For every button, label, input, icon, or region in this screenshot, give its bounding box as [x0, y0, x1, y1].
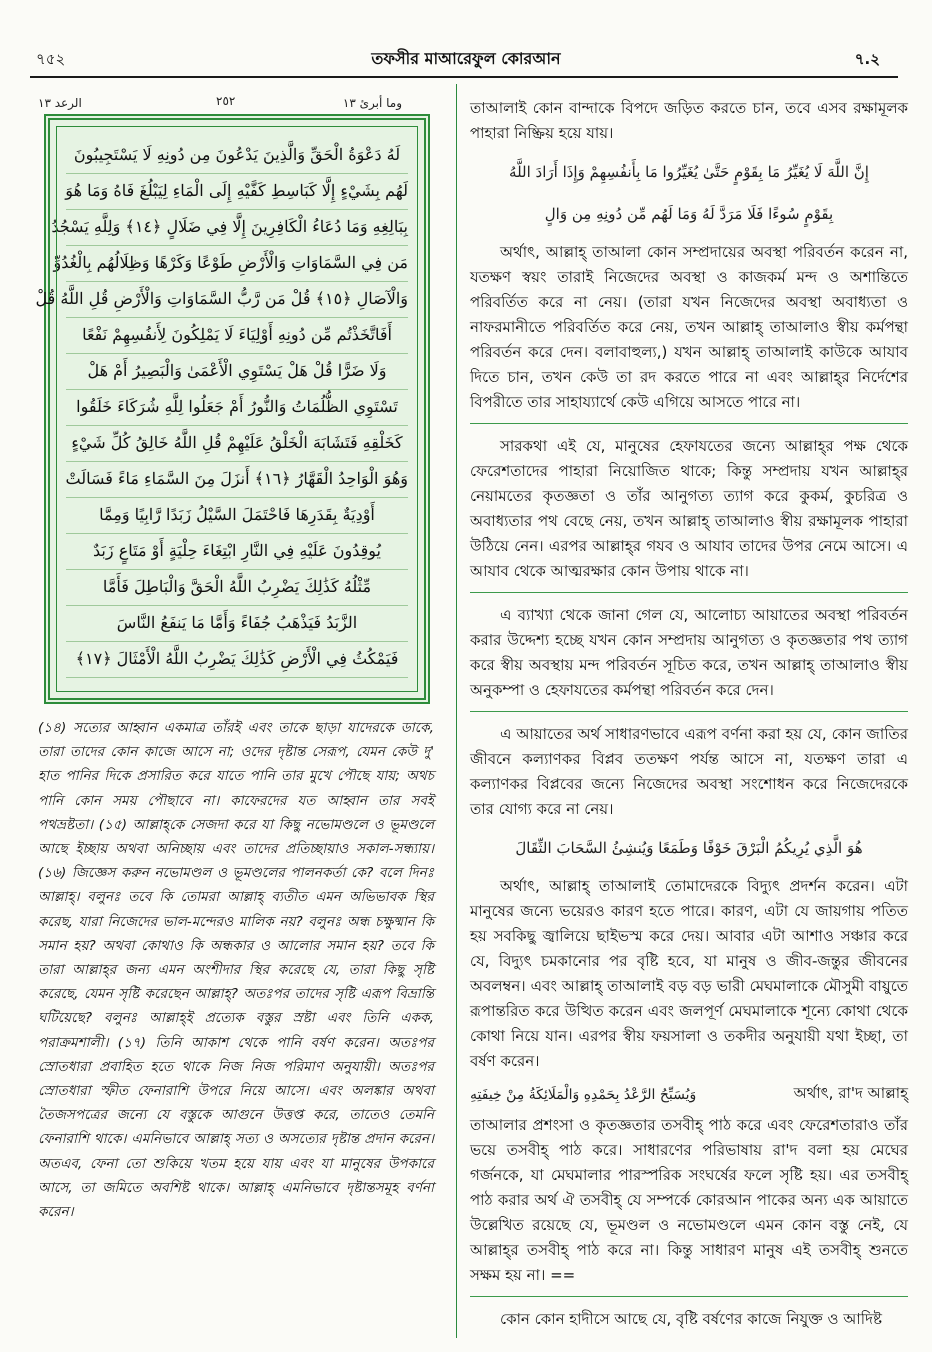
arabic-verse: إِنَّ اللَّهَ لَا يُغَيِّرُ مَا بِقَوْمٍ حَتَّىٰ يُغَيِّرُوا مَا بِأَنفُسِهِمْ وَإِذَا أَرَادَ اللَّهُ	[509, 163, 869, 181]
quran-text-frame	[35, 114, 430, 704]
commentary-paragraph: অর্থাৎ, আল্লাহ্‌ তাআলাই তোমাদেরকে বিদ্যুৎ প্রদর্শন করেন। এটা মানুষের জন্যে ভয়েরও কারণ হতে পারে। কারণ, এটা যে জায়গায় পতিত হয় সবকিছু জ্বালিয়ে ছাইভস্ম করে দেয়। আবার এটা আশাও সঞ্চার করে যে, বিদ্যুৎ চমকানোর পর বৃষ্টি হবে, যা মানুষ ও জীব-জন্তুর জীবনের অবলম্বন। এবং আল্লাহ্‌ তাআলাই বড় বড় ভারী মেঘমালাকে মৌসুমী বায়ুতে রূপান্তরিত করে উত্থিত করেন এবং জলপূর্ণ মেঘমালাকে শূন্যে কোথা থেকে কোথা নিয়ে যান। এরপর স্বীয় ফয়সালা ও তকদীর অনুযায়ী যথা ইচ্ছা, তা বর্ষণ করেন।	[470, 877, 908, 1070]
quran-line: يُوقِدُونَ عَلَيْهِ فِي النَّارِ ابْتِغَاءَ حِلْيَةٍ أَوْ مَتَاعٍ زَبَدٌ	[66, 534, 408, 570]
quran-line: وَالْآصَالِ ﴿١٥﴾ قُلْ مَن رَّبُّ السَّمَاوَاتِ وَالْأَرْضِ قُلِ اللَّهُ قُلْ	[66, 282, 408, 318]
juz-label: وما أبرئ ١٣	[342, 96, 402, 110]
section-divider	[470, 711, 908, 712]
quran-line: لَهُم بِشَيْءٍ إِلَّا كَبَاسِطِ كَفَّيْهِ إِلَى الْمَاءِ لِيَبْلُغَ فَاهُ وَمَا هُوَ	[66, 174, 408, 210]
section-divider	[470, 1296, 908, 1297]
quran-line: فَيَمْكُثُ فِي الْأَرْضِ كَذَٰلِكَ يَضْرِبُ اللَّهُ الْأَمْثَالَ ﴿١٧﴾	[66, 642, 408, 678]
arabic-verse: بِقَوْمٍ سُوءًا فَلَا مَرَدَّ لَهُ وَمَا لَهُم مِّن دُونِهِ مِن وَالٍ	[544, 205, 834, 223]
quran-line: لَهُ دَعْوَةُ الْحَقِّ وَالَّذِينَ يَدْعُونَ مِن دُونِهِ لَا يَسْتَجِيبُونَ	[66, 138, 408, 174]
commentary-paragraph: এ আয়াতের অর্থ সাধারণভাবে এরূপ বর্ণনা করা হয় যে, কোন জাতির জীবনে কল্যাণকর বিপ্লব ততক্ষণ পর্যন্ত আসে না, যতক্ষণ তারা এ কল্যাণকর বিপ্লবের জন্যে নিজেদের অবস্থা সংশোধন করে নিজেদেরকে তার যোগ্য করে না নেয়।	[470, 725, 908, 818]
commentary-paragraph: সারকথা এই যে, মানুষের হেফাযতের জন্যে আল্লাহ্‌র পক্ষ থেকে ফেরেশতাদের পাহারা নিয়োজিত থাকে; কিন্তু সম্প্রদায় যখন আল্লাহ্‌র নেয়ামতের কৃতজ্ঞতা ও তাঁর আনুগত্য ত্যাগ করে কুকর্ম, কুচরিত্র ও অবাধ্যতার পথ বেছে নেয়, তখন আল্লাহ্‌ তাআলাও স্বীয় রক্ষামূলক পাহারা উঠিয়ে নেন। এরপর আল্লাহ্‌র গযব ও আযাব তাদের উপর নেমে আসে। এ আযাব থেকে আত্মরক্ষার কোন উপায় থাকে না।	[470, 437, 908, 580]
section-divider	[470, 423, 908, 424]
quran-lines	[35, 138, 408, 678]
quran-line: مِّثْلُهُ كَذَٰلِكَ يَضْرِبُ اللَّهُ الْحَقَّ وَالْبَاطِلَ فَأَمَّا	[66, 570, 408, 606]
quran-line: وَلَا ضَرًّا قُلْ هَلْ يَسْتَوِي الْأَعْمَىٰ وَالْبَصِيرُ أَمْ هَلْ	[66, 354, 408, 390]
commentary-paragraph: অর্থাৎ, আল্লাহ্‌ তাআলা কোন সম্প্রদায়ের অবস্থা পরিবর্তন করেন না, যতক্ষণ স্বয়ং তারাই নিজেদের অবস্থা ও কাজকর্ম মন্দ ও অশান্তিতে পরিবর্তিত করে না নেয়। (তারা যখন নিজেদের অবস্থা অবাধ্যতা ও নাফরমানীতে পরিবর্তিত করে নেয়, তখন আল্লাহ্‌ তাআলাও স্বীয় কর্মপন্থা পরিবর্তন করে দেন। বলাবাহুল্য,) যখন আল্লাহ্‌ তাআলাই কাউকে আযাব দিতে চান, তখন কেউ তা রদ করতে পারে না এবং আল্লাহ্‌র নির্দেশের বিপরীতে তার সাহায্যার্থে কেউ এগিয়ে আসতে পারে না।	[470, 243, 908, 411]
commentary-paragraph: কোন কোন হাদীসে আছে যে, বৃষ্টি বর্ষণের কাজে নিযুক্ত ও আদিষ্ট	[500, 1310, 882, 1328]
page-number-right: ৭.২	[854, 50, 880, 68]
quran-line: أَوْدِيَةٌ بِقَدَرِهَا فَاحْتَمَلَ السَّيْلُ زَبَدًا رَّابِيًا وَمِمَّا	[66, 498, 408, 534]
right-column	[470, 96, 908, 1340]
left-column	[36, 86, 446, 1336]
verse-translation: (১৪) সত্যের আহ্বান একমাত্র তাঁরই এবং তাকে ছাড়া যাদেরকে ডাকে, তারা তাদের কোন কাজে আসে না; ওদের দৃষ্টান্ত সেরূপ, যেমন কেউ দু' হাত পানির দিকে প্রসারিত করে যাতে পানি তার মুখে পৌছে যায়; অথচ পানি কোন সময় পৌছাবে না। কাফেরদের যত আহ্বান তার সবই পথভ্রষ্টতা। (১৫) আল্লাহ্‌কে সেজদা করে যা কিছু নভোমণ্ডলে ও ভূমণ্ডলে আছে ইচ্ছায় অথবা অনিচ্ছায় এবং তাদের প্রতিচ্ছায়াও সকাল-সন্ধ্যায়। (১৬) জিজ্ঞেস করুন নভোমণ্ডল ও ভূমণ্ডলের পালনকর্তা কে? বলে দিনঃ আল্লাহ্‌। বলুনঃ তবে কি তোমরা আল্লাহ্‌ ব্যতীত এমন অভিভাবক স্থির করেছ, যারা নিজেদের ভাল-মন্দেরও মালিক নয়? বলুনঃ অন্ধ চক্ষুষ্মান কি সমান হয়? অথবা কোথাও কি অন্ধকার ও আলোর সমান হয়? তবে কি তারা আল্লাহ্‌র জন্য এমন অংশীদার স্থির করেছে যে, তারা কিছু সৃষ্টি করেছে, যেমন সৃষ্টি করেছেন আল্লাহ্‌? অতঃপর তাদের সৃষ্টি এরূপ বিভ্রান্তি ঘটিয়েছে? বলুনঃ আল্লাহ্‌ই প্রত্যেক বস্তুর স্রষ্টা এবং তিনি একক, পরাক্রমশালী। (১৭) তিনি আকাশ থেকে পানি বর্ষণ করেন। অতঃপর স্রোতধারা প্রবাহিত হতে থাকে নিজ নিজ পরিমাণ অনুযায়ী। অতঃপর স্রোতধারা স্ফীত ফেনারাশি উপরে নিয়ে আসে। এবং অলঙ্কার অথবা তৈজসপত্রের জন্যে যে বস্তুকে আগুনে উত্তপ্ত করে, তাতেও তেমনি ফেনারাশি থাকে। এমনিভাবে আল্লাহ্‌ সত্য ও অসত্যের দৃষ্টান্ত প্রদান করেন। অতএব, ফেনা তো শুকিয়ে খতম হয়ে যায় এবং যা মানুষের উপকারে আসে, তা জমিতে অবশিষ্ট থাকে। আল্লাহ্‌ এমনিভাবে দৃষ্টান্তসমূহ বর্ণনা করেন।	[38, 720, 434, 1221]
arabic-inline-verse: وَيُسَبِّحُ الرَّعْدُ بِحَمْدِهِ وَالْمَلَائِكَةُ مِنْ خِيفَتِهِ	[470, 1086, 697, 1103]
mushaf-header	[36, 86, 446, 112]
page-number-left: ৭৫২	[36, 50, 66, 68]
quran-line: كَخَلْقِهِ فَتَشَابَهَ الْخَلْقُ عَلَيْهِمْ قُلِ اللَّهُ خَالِقُ كُلِّ شَيْءٍ	[66, 426, 408, 462]
commentary-paragraph: এ ব্যাখ্যা থেকে জানা গেল যে, আলোচ্য আয়াতের অবস্থা পরিবর্তন করার উদ্দেশ্য হচ্ছে যখন কোন সম্প্রদায় আনুগত্য ও কৃতজ্ঞতার পথ ত্যাগ করে স্বীয় অবস্থায় মন্দ পরিবর্তন সূচিত করে, তখন আল্লাহ্‌ তাআলাও স্বীয় অনুকম্পা ও হেফাযতের কর্মপন্থা পরিবর্তন করে দেন।	[470, 606, 908, 699]
surah-label: الرعد ١٣	[38, 96, 82, 110]
quran-line: وَهُوَ الْوَاحِدُ الْقَهَّارُ ﴿١٦﴾ أَنزَلَ مِنَ السَّمَاءِ مَاءً فَسَالَتْ	[66, 462, 408, 498]
header-divider	[30, 76, 898, 78]
commentary-paragraph: তাআলার প্রশংসা ও কৃতজ্ঞতার তসবীহ্‌ পাঠ করে এবং ফেরেশতারাও তাঁর ভয়ে তসবীহ্‌ পাঠ করে। সাধারণের পরিভাষায় রা'দ বলা হয় মেঘের গর্জনকে, যা মেঘমালার পারস্পরিক সংঘর্ষের ফলে সৃষ্টি হয়। এর তসবীহ্‌ পাঠ করার অর্থ ঐ তসবীহ্‌ যে সম্পর্কে কোরআন পাকের অন্য এক আয়াতে উল্লেখিত রয়েছে যে, ভূমণ্ডল ও নভোমণ্ডলে এমন কোন বস্তু নেই, যে আল্লাহ্‌র তসবীহ্‌ পাঠ করে না। কিন্তু সাধারণ মানুষ এই তসবীহ্‌ শুনতে সক্ষম হয় না। ==	[470, 1116, 908, 1284]
inline-translation: অর্থাৎ, রা'দ আল্লাহ্‌	[793, 1084, 908, 1102]
arabic-verse: هُوَ الَّذِي يُرِيكُمُ الْبَرْقَ خَوْفًا وَطَمَعًا وَيُنشِئُ السَّحَابَ الثِّقَالَ	[515, 839, 863, 857]
page-header	[0, 0, 932, 84]
quran-line: أَفَاتَّخَذْتُم مِّن دُونِهِ أَوْلِيَاءَ لَا يَمْلِكُونَ لِأَنفُسِهِمْ نَفْعًا	[66, 318, 408, 354]
commentary-paragraph: তাআলাই কোন বান্দাকে বিপদে জড়িত করতে চান, তবে এসব রক্ষামূলক পাহারা নিষ্ক্রিয় হয়ে যায়।	[470, 99, 908, 142]
book-title: তফসীর মাআরেফুল কোরআন	[371, 49, 561, 68]
mushaf-page-number: ٢٥٢	[216, 94, 236, 108]
quran-line: مَن فِي السَّمَاوَاتِ وَالْأَرْضِ طَوْعًا وَكَرْهًا وَظِلَالُهُم بِالْغُدُوِّ	[66, 246, 408, 282]
quran-line: تَسْتَوِي الظُّلُمَاتُ وَالنُّورُ أَمْ جَعَلُوا لِلَّهِ شُرَكَاءَ خَلَقُوا	[66, 390, 408, 426]
quran-line: بِبَالِغِهِ وَمَا دُعَاءُ الْكَافِرِينَ إِلَّا فِي ضَلَالٍ ﴿١٤﴾ وَلِلَّهِ يَسْجُدُ	[66, 210, 408, 246]
section-divider	[470, 592, 908, 593]
inline-verse-row	[470, 1082, 908, 1107]
quran-line: الزَّبَدُ فَيَذْهَبُ جُفَاءً وَأَمَّا مَا يَنفَعُ النَّاسَ	[66, 606, 408, 642]
column-divider	[456, 84, 457, 1338]
